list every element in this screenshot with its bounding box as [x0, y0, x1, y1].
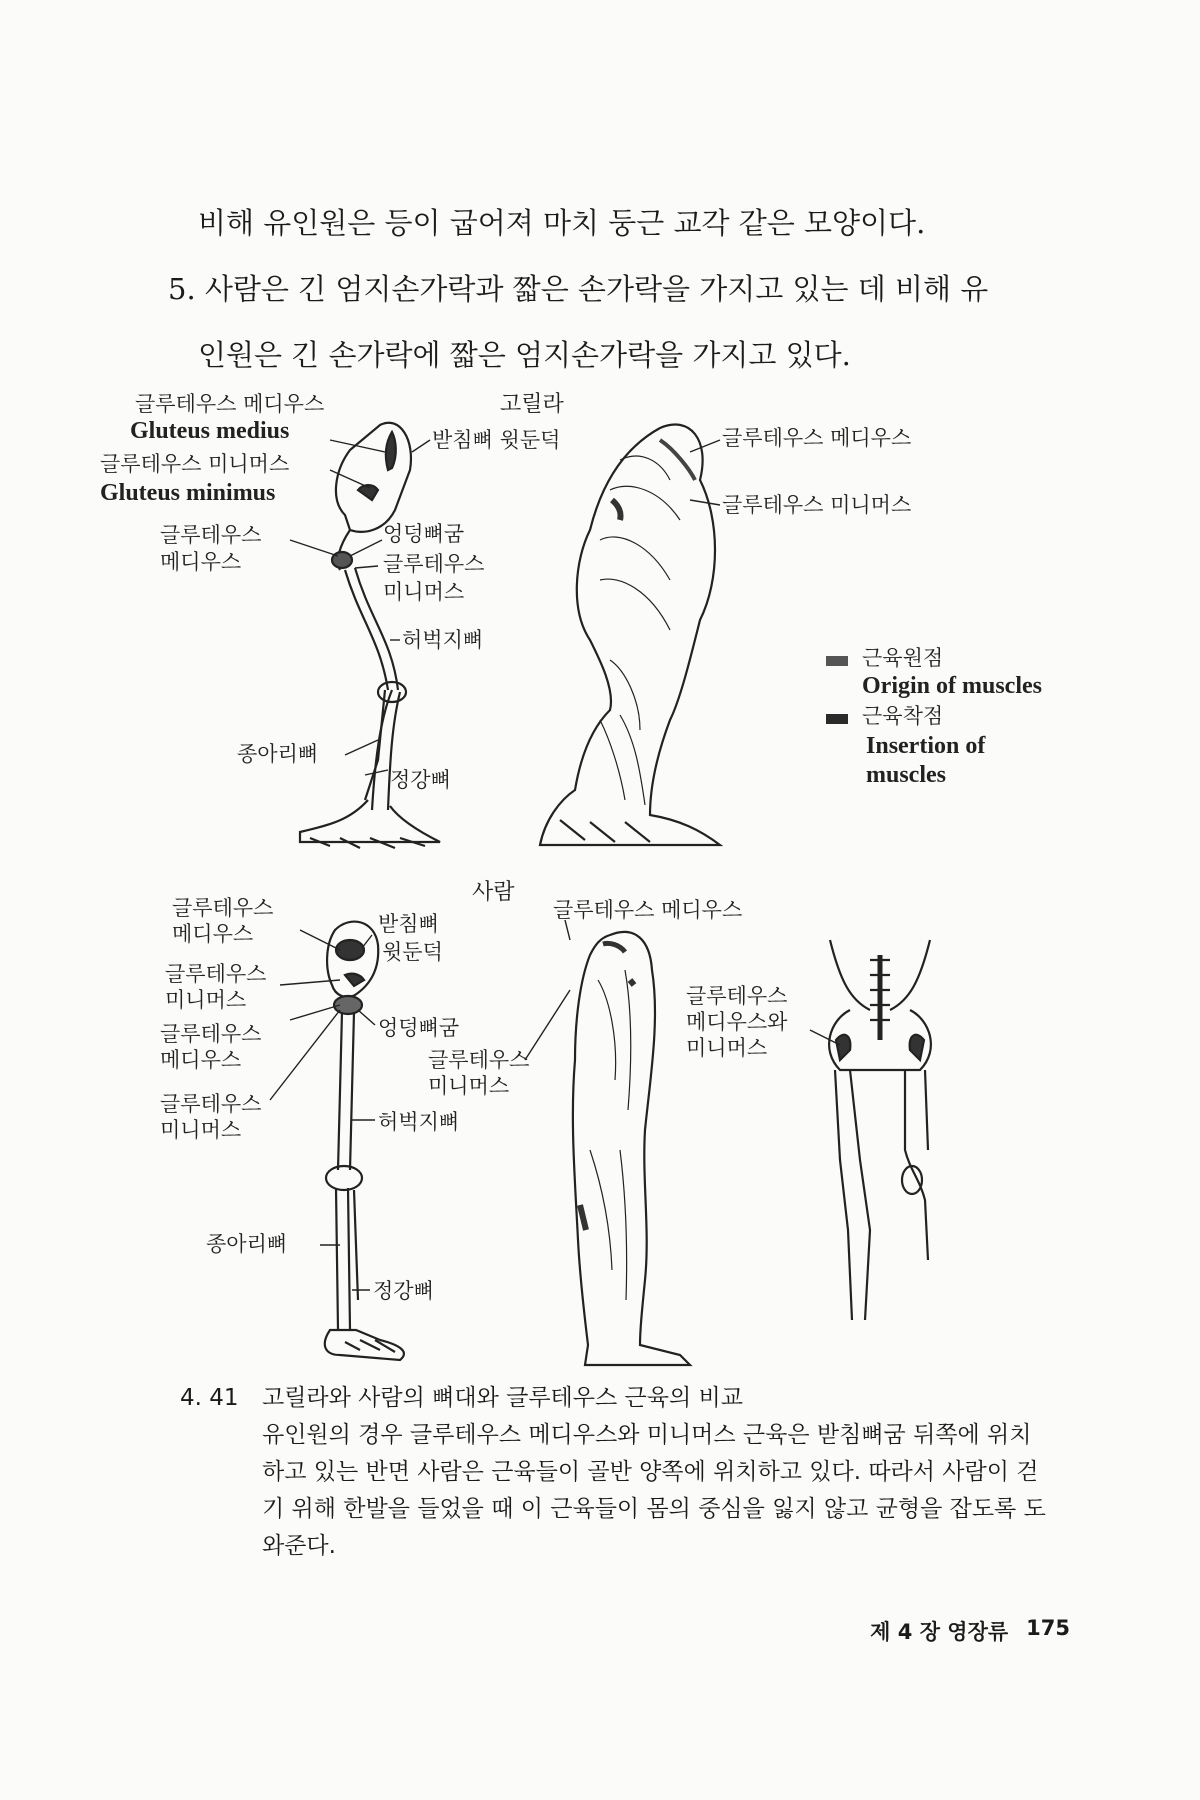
human-muscle-leg	[573, 932, 690, 1365]
human-label-muscle-gmin-2: 미니머스	[428, 1074, 510, 1098]
human-label-hip-socket: 엉덩뼈굼	[378, 1016, 460, 1040]
page-footer	[870, 1616, 1070, 1646]
human-back-view	[829, 940, 931, 1320]
legend-origin-swatch	[826, 656, 848, 666]
gorilla-label-muscle-gm: 글루테우스 메디우스	[722, 426, 912, 450]
gorilla-label-muscle-gmin: 글루테우스 미니머스	[722, 493, 912, 517]
caption-title: 고릴라와 사람의 뼈대와 글루테우스 근육의 비교	[262, 1385, 743, 1411]
human-label-tibia: 정강뼈	[373, 1279, 434, 1303]
gorilla-label-gmin2-2: 미니머스	[383, 580, 465, 604]
gorilla-title: 고릴라	[500, 392, 564, 417]
gorilla-label-gm-ko: 글루테우스 메디우스	[135, 392, 325, 416]
gorilla-label-ilium: 받침뼈 윗둔덕	[432, 428, 561, 452]
gorilla-label-gm2-1: 글루테우스	[160, 523, 262, 547]
human-label-muscle-gm: 글루테우스 메디우스	[553, 898, 743, 922]
gorilla-label-femur: 허벅지뼈	[402, 628, 484, 652]
human-back-label-3: 미니머스	[686, 1036, 768, 1060]
body-line-1: 비해 유인원은 등이 굽어져 마치 둥근 교각 같은 모양이다.	[198, 206, 926, 240]
human-label-gmin3-1: 글루테우스	[160, 1092, 262, 1116]
gorilla-label-tibia: 정강뼈	[390, 768, 451, 792]
legend-insertion-en-1: Insertion of	[866, 733, 986, 759]
gorilla-label-gmin-en: Gluteus minimus	[100, 480, 276, 506]
caption-body: 유인원의 경우 글루테우스 메디우스와 미니머스 근육은 받침뼈굼 뒤쪽에 위치하고 있는 반면 사람은 근육들이 골반 양쪽에 위치하고 있다. 따라서 사람이 걷기 위해 한발을 들었을 때 이 근육들이 몸의 중심을 잃지 않고 균형을 잡도록 도와준다.	[262, 1422, 1046, 1559]
gorilla-label-gmin-ko: 글루테우스 미니머스	[100, 452, 290, 476]
caption-number: 4. 41	[180, 1385, 239, 1411]
gorilla-muscle-leg	[540, 425, 720, 845]
human-label-gm-1: 글루테우스	[172, 896, 274, 920]
human-label-muscle-gmin-1: 글루테우스	[428, 1048, 530, 1072]
human-label-gm3-1: 글루테우스	[160, 1022, 262, 1046]
human-label-gm-2: 메디우스	[172, 922, 254, 946]
human-label-ilium-2: 윗둔덕	[382, 940, 443, 964]
human-back-label-1: 글루테우스	[686, 984, 788, 1008]
human-label-gmin3-2: 미니머스	[160, 1118, 242, 1142]
body-line-3: 인원은 긴 손가락에 짧은 엄지손가락을 가지고 있다.	[198, 338, 851, 372]
human-label-fibula: 종아리뼈	[206, 1232, 288, 1256]
gorilla-label-gm2-2: 메디우스	[160, 550, 242, 574]
legend-insertion-en-2: muscles	[866, 762, 946, 788]
human-label-femur: 허벅지뼈	[378, 1110, 460, 1134]
gorilla-label-hip-socket: 엉덩뼈굼	[383, 522, 465, 546]
human-label-gm3-2: 메디우스	[160, 1048, 242, 1072]
gorilla-label-gmin2-1: 글루테우스	[383, 552, 485, 576]
page-number: 175	[1026, 1616, 1070, 1640]
legend-origin-en: Origin of muscles	[862, 673, 1042, 699]
human-back-label-2: 메디우스와	[686, 1010, 788, 1034]
legend-insertion-swatch	[826, 714, 848, 724]
legend-insertion-ko: 근육착점	[862, 704, 944, 728]
gorilla-label-gm-en: Gluteus medius	[130, 418, 290, 444]
chapter-title: 제 4 장 영장류	[870, 1620, 1009, 1644]
body-line-2: 5. 사람은 긴 엄지손가락과 짧은 손가락을 가지고 있는 데 비해 유	[168, 272, 989, 306]
human-label-ilium-1: 받침뼈	[378, 912, 439, 936]
human-title: 사람	[472, 880, 515, 905]
legend-origin-ko: 근육원점	[862, 646, 944, 670]
human-label-gmin-1: 글루테우스	[165, 962, 267, 986]
gorilla-label-fibula: 종아리뼈	[237, 742, 319, 766]
human-label-gmin-2: 미니머스	[165, 988, 247, 1012]
